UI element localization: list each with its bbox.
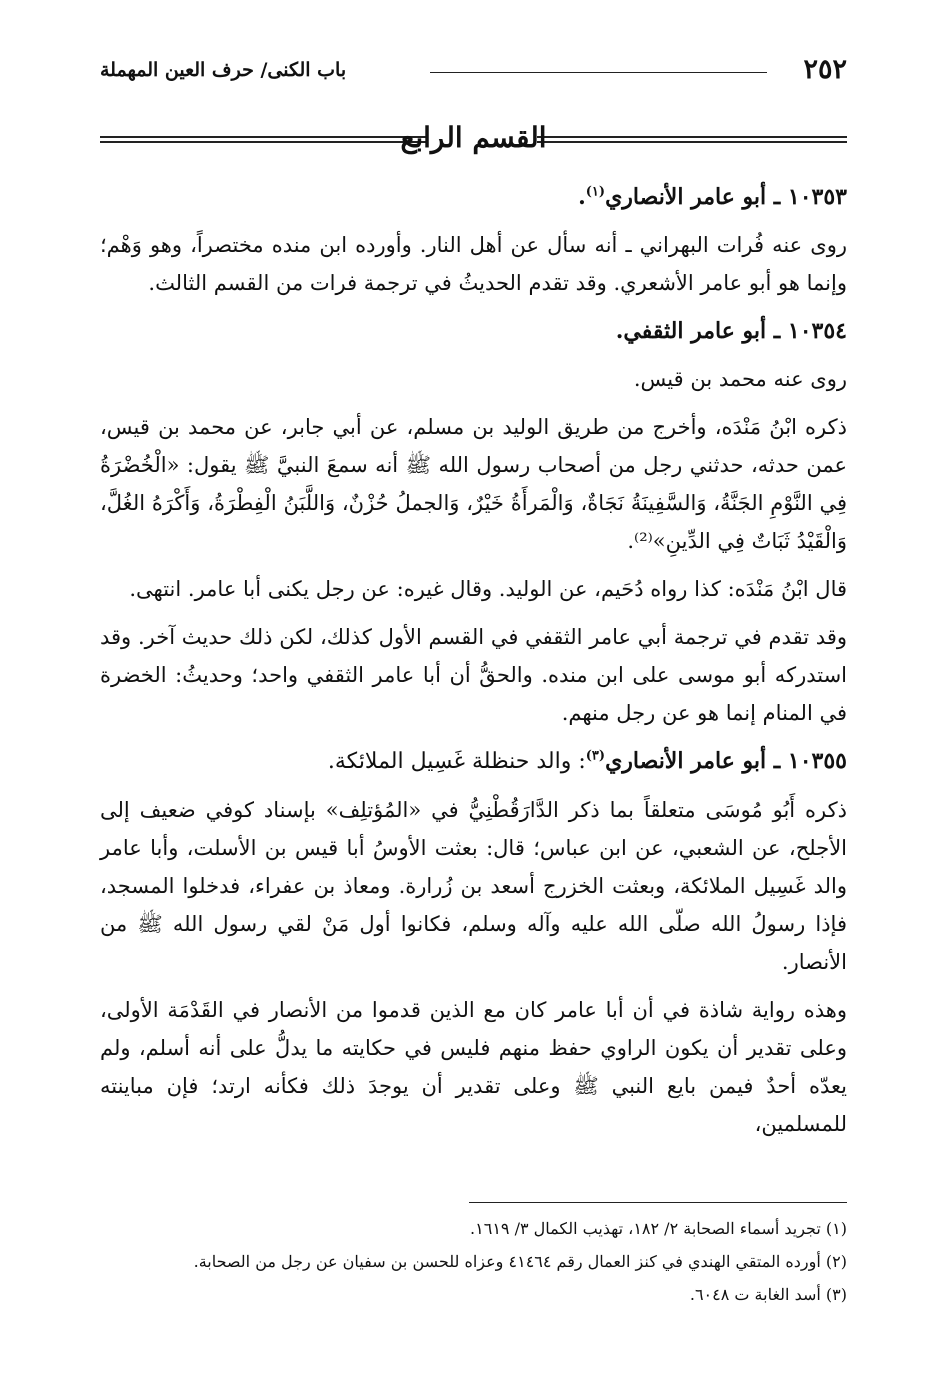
section-heading (100, 118, 847, 162)
paragraph: ذكره أَبُو مُوسَى متعلقاً بما ذكر الدَّارَقُطْنِيُّ في «المُؤتلِف» بإسناد كوفي ضعيف إلى الأجلح، عن الشعبي، عن ابن عباس؛ قال: بعثت الأوسُ أبا قيس بن الأسلت، وأبا عامر والد غَسِيل الملائكة، وبعثت الخزرج أسعد بن زُرارة. ومعاذ بن عفراء، فدخلوا المسجد، فإذا رسولُ الله صلّى الله عليه وآله وسلم، فكانوا أول مَنْ لقي رسول الله ﷺ من الأنصار. (100, 798, 847, 974)
paragraph: قال ابْنُ مَنْدَه: كذا رواه دُحَيم، عن الوليد. وقال غيره: عن رجل يكنى أبا عامر. انتهى. (129, 577, 847, 601)
entry-heading-10354: ١٠٣٥٤ ـ أبو عامر الثقفي. (615, 318, 847, 344)
page-number: ٢٥٢ (803, 54, 847, 85)
paragraph: ذكره ابْنُ مَنْدَه، وأخرج من طريق الوليد بن مسلم، عن أبي جابر، عن محمد بن قيس، عمن حدثه، حدثني رجل من أصحاب رسول الله ﷺ أنه سمعَ النبيَّ ﷺ يقول: «الْخُضْرَةُ فِي النَّوْمِ الجَنَّةُ، وَالسَّفِينَةُ نَجَاةٌ، وَالْمَرأَةُ خَيْرٌ، وَالجملُ حُزْنٌ، وَاللَّبَنُ الْفِطْرَةُ، وَأَكْرَهُ الغُلَّ، وَالْقَيْدُ ثَبَاتٌ فِي الدِّينِ»⁽²⁾. (100, 415, 847, 553)
section-title: القسم الرابع (400, 121, 547, 154)
paragraph: وهذه رواية شاذة في أن أبا عامر كان مع الذين قدموا من الأنصار في القَدْمَة الأولى، وعلى تقدير أن يكون الراوي حفظ منهم فليس في حكايته ما يدلُّ على أنه أسلم، ولم يعدّه أحدٌ فيمن بايع النبي ﷺ وعلى تقدير أن يوجدَ ذلك فكأنه ارتد؛ فإن مباينته للمسلمين، (100, 998, 847, 1136)
header-rule (430, 72, 767, 73)
paragraph: روى عنه محمد بن قيس. (633, 367, 847, 391)
footnote-ref: (١) (585, 184, 606, 200)
paragraph: روى عنه فُرات البهراني ـ أنه سأل عن أهل النار. وأورده ابن منده مختصراً، وهو وَهْم؛ وإنما هو أبو عامر الأشعري. وقد تقدم الحديثُ في ترجمة فرات من القسم الثالث. (100, 233, 847, 295)
running-title: باب الكنى/ حرف العين المهملة (100, 59, 347, 81)
footnote-ref: (٣) (585, 748, 606, 764)
footnote-item: (٢) أورده المتقي الهندي في كنز العمال رقم ٤١٤٦٤ وعزاه للحسن بن سفيان عن رجل من الصحابة. (193, 1252, 847, 1271)
entry-heading-10355: ١٠٣٥٥ ـ أبو عامر الأنصاري$^{(٣)}$: والد حنظلة غَسِيل الملائكة. (327, 748, 847, 774)
footnotes (100, 1212, 847, 1311)
footnote-item: (٣) أسد الغابة ت ٦٠٤٨. (689, 1285, 847, 1304)
page-header (100, 52, 847, 92)
footnote-separator (469, 1202, 847, 1203)
paragraph: وقد تقدم في ترجمة أبي عامر الثقفي في القسم الأول كذلك، لكن ذلك حديث آخر. وقد استدركه أبو موسى على ابن منده. والحقُّ أن أبا عامر الثقفي واحد؛ وحديثُ: الخضرة في المنام إنما هو عن رجل منهم. (100, 625, 847, 725)
footnote-item: (١) تجريد أسماء الصحابة ٢/ ١٨٢، تهذيب الكمال ٣/ ١٦١٩. (470, 1219, 847, 1238)
entry-heading-10353: ١٠٣٥٣ ـ أبو عامر الأنصاري$^{(١)}$. (578, 184, 847, 210)
main-text (100, 170, 847, 1153)
